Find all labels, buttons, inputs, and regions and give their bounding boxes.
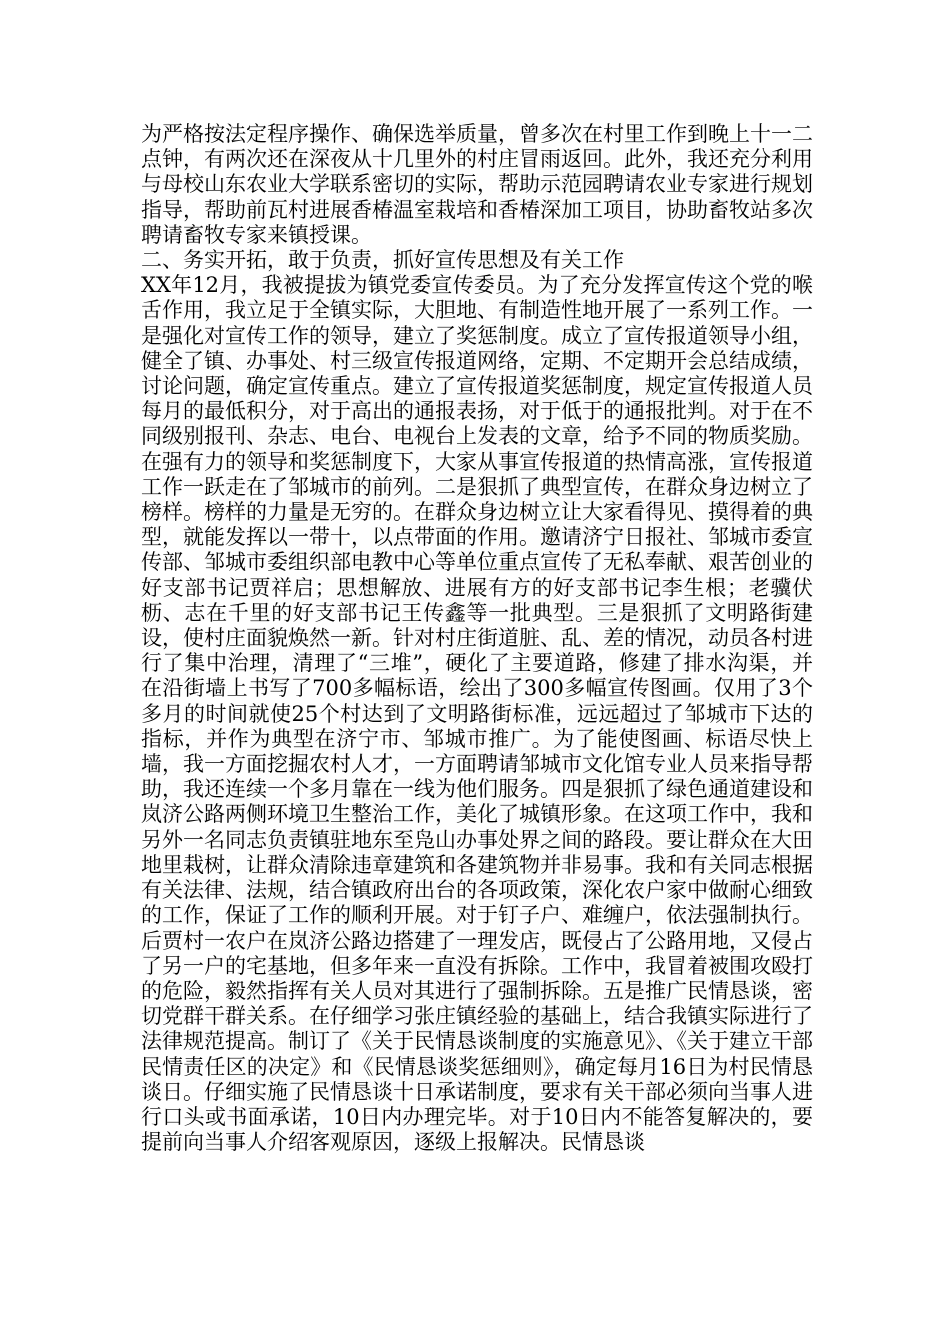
paragraph-propaganda-work: XX年12月，我被提拔为镇党委宣传委员。为了充分发挥宣传这个党的喉舌作用，我立足于全镇实际，大胆地、有制造性地开展了一系列工作。一是强化对宣传工作的领导，建立了奖惩制度。成立了宣传报道领导小组，健全了镇、办事处、村三级宣传报道网络，定期、不定期开会总结成绩，讨论问题，确定宣传重点。建立了宣传报道奖惩制度，规定宣传报道人员每月的最低积分，对于高出的通报表扬，对于低于的通报批判。对于在不同级别报刊、杂志、电台、电视台上发表的文章，给予不同的物质奖励。在强有力的领导和奖惩制度下，大家从事宣传报道的热情高涨，宣传报道工作一跃走在了邹城市的前列。二是狠抓了典型宣传，在群众身边树立了榜样。榜样的力量是无穷的。在群众身边树立让大家看得见、摸得着的典型，就能发挥以一带十，以点带面的作用。邀请济宁日报社、邹城市委宣传部、邹城市委组织部电教中心等单位重点宣传了无私奉献、艰苦创业的好支部书记贾祥启；思想解放、进展有方的好支部书记李生根；老骥伏枥、志在千里的好支部书记王传鑫等一批典型。三是狠抓了文明路街建设，使村庄面貌焕然一新。针对村庄街道脏、乱、差的情况，动员各村进行了集中治理，清理了“三堆”，硬化了主要道路，修建了排水沟渠，并在沿街墙上书写了700多幅标语，绘出了300多幅宣传图画。仅用了3个多月的时间就使25个村达到了文明路街标准，远远超过了邹城市下达的指标，并作为典型在济宁市、邹城市推广。为了能使图画、标语尽快上墙，我一方面挖掘农村人才，一方面聘请邹城市文化馆专业人员来指导帮助，我还连续一个多月靠在一线为他们服务。四是狠抓了绿色通道建设和岚济公路两侧环境卫生整治工作，美化了城镇形象。在这项工作中，我和另外一名同志负责镇驻地东至凫山办事处界之间的路段。要让群众在大田地里栽树，让群众清除违章建筑和各建筑物并非易事。我和有关同志根据有关法律、法规，结合镇政府出台的各项政策，深化农户家中做耐心细致的工作，保证了工作的顺利开展。对于钉子户、难缠户，依法强制执行。后贾村一农户在岚济公路边搭建了一理发店，既侵占了公路用地，又侵占了另一户的宅基地，但多年来一直没有拆除。工作中，我冒着被围攻殴打的危险，毅然指挥有关人员对其进行了强制拆除。五是推广民情恳谈，密切党群干群关系。在仔细学习张庄镇经验的基础上，结合我镇实际进行了法律规范提高。制订了《关于民情恳谈制度的实施意见》、《关于建立干部民情责任区的决定》和《民情恳谈奖惩细则》，确定每月16日为村民情恳谈日。仔细实施了民情恳谈十日承诺制度，要求有关干部必须向当事人进行口头或书面承诺，10日内办理完毕。对于10日内不能答复解决的，要提前向当事人介绍客观原因，逐级上报解决。民情恳谈 bbox=[141, 273, 813, 1155]
paragraph-intro: 为严格按法定程序操作、确保选举质量，曾多次在村里工作到晚上十一二点钟，有两次还在深夜从十几里外的村庄冒雨返回。此外，我还充分利用与母校山东农业大学联系密切的实际，帮助示范园聘请农业专家进行规划指导，帮助前瓦村进展香椿温室栽培和香椿深加工项目，协助畜牧站多次聘请畜牧专家来镇授课。 bbox=[141, 122, 813, 247]
section-heading: 二、务实开拓，敢于负责，抓好宣传思想及有关工作 bbox=[141, 248, 624, 273]
document-body bbox=[141, 122, 813, 1155]
